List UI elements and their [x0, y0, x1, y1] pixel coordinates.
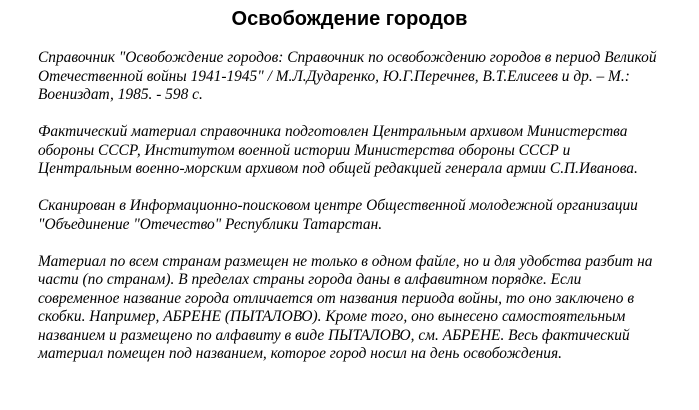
paragraph-bibliography: Справочник "Освобождение городов: Справочник по освобождению городов в период Великой Отечественной войны 1941-1945" / М.Л.Дударенко, Ю.Г.Перечнев, В.Т.Елисеев и др. – М.: Воениздат, 1985. - 598 с.	[38, 49, 657, 103]
paragraph-scanning: Сканирован в Информационно-поисковом центре Общественной молодежной организации "Объединение "Отечество" Республики Татарстан.	[38, 197, 638, 233]
page-title: Освобождение городов	[231, 8, 468, 30]
paragraph-structure: Материал по всем странам размещен не только в одном файле, но и для удобства разбит на части (по странам). В пределах страны города даны в алфавитном порядке. Если современное название города отличается от названия периода войны, то оно заключено в скобки. Например, АБРЕНЕ (ПЫТАЛОВО). Кроме того, оно вынесено самостоятельным названием и размещено по алфавиту в виде ПЫТАЛОВО, см. АБРЕНЕ. Весь фактический материал помещен под названием, которое город носил на день освобождения.	[38, 252, 653, 362]
paragraph-sources: Фактический материал справочника подготовлен Центральным архивом Министерства обороны СССР, Институтом военной истории Министерства обороны СССР и Центральным военно-морским архивом под общей редакцией генерала армии С.П.Иванова.	[38, 123, 638, 177]
document-body	[38, 49, 666, 364]
